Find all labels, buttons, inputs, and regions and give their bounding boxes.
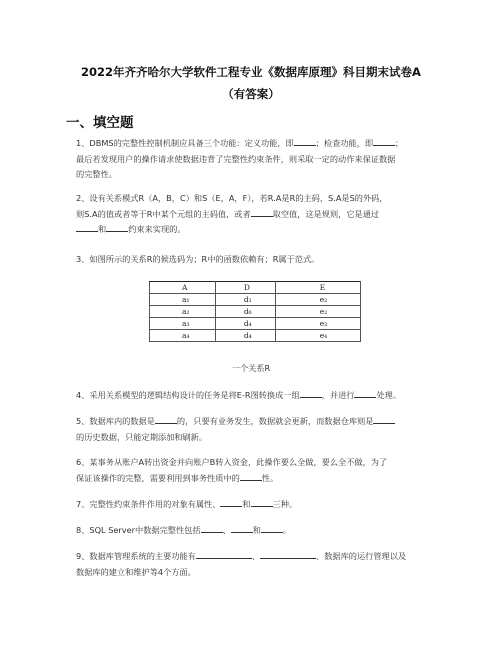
q7-text: 三种。: [272, 499, 298, 509]
answer-blank: [373, 414, 395, 424]
q1-line: 的完整性。: [76, 169, 117, 179]
table-cell: e₂: [275, 294, 360, 306]
q8-text: 。: [282, 525, 292, 535]
table-row: [150, 294, 361, 306]
table-cell: a₂: [150, 306, 216, 318]
q5-text: 的，只要有业务发生，数据就会更新，而数据仓库则是: [176, 416, 374, 426]
question-1: [76, 136, 438, 183]
q5-text: 5、数据库内的数据是: [76, 416, 155, 426]
answer-blank: [294, 136, 316, 146]
q2-text: 则S.A的值或者等于R中某个元组的主码值，或者: [76, 208, 251, 219]
q2-text: 取空值，这是规则，它是通过: [272, 208, 380, 219]
table-header: D: [215, 282, 275, 294]
q7-text: 和: [242, 499, 251, 509]
answer-blank: [106, 222, 128, 232]
question-5: [76, 414, 438, 445]
answer-blank: [261, 523, 283, 533]
table-cell: a₃: [150, 318, 216, 330]
q4-text: ，并进行: [321, 390, 355, 400]
q9-text: 9、数据库管理系统的主要功能有: [76, 551, 196, 561]
q8-text: 8、SQL Server中数据完整性包括: [76, 525, 201, 535]
answer-blank: [300, 388, 322, 398]
answer-blank: [196, 549, 252, 559]
table-cell: e₄: [275, 330, 360, 342]
table-cell: a₁: [150, 294, 216, 306]
q1-text: 1、DBMS的完整性控制机制应具备三个功能：定义功能，即: [76, 138, 294, 148]
answer-blank: [220, 497, 242, 507]
question-2: [76, 191, 438, 238]
q9-text: 、数据库的运行管理以及: [316, 551, 407, 561]
section-heading: 一、填空题: [66, 115, 134, 131]
q1-text: ；检查功能，即: [315, 138, 374, 148]
document-subtitle: （有答案）: [222, 87, 280, 101]
document-title: 2022年齐齐哈尔大学软件工程专业《数据库原理》科目期末试卷A: [81, 65, 421, 79]
q7-text: 7、完整性约束条件作用的对象有属性、: [76, 499, 221, 509]
answer-blank: [155, 414, 177, 424]
table-cell: d₁: [215, 294, 275, 306]
q1-text: ；: [395, 138, 404, 148]
table-cell: e₂: [275, 306, 360, 318]
q2-line: 2、设有关系模式R（A，B，C）和S（E，A，F），若R.A是R的主码，S.A是S的外码，: [76, 193, 388, 203]
q4-text: 处理。: [376, 390, 402, 400]
answer-blank: [251, 497, 273, 507]
answer-blank: [251, 207, 273, 217]
table-row: [150, 330, 361, 342]
q6-line: 6、某事务从账户A转出资金并向账户B转入资金，此操作要么全做，要么全不做，为了: [76, 457, 388, 467]
table-cell: d₆: [215, 306, 275, 318]
table-caption: 一个关系R: [231, 363, 271, 373]
table-row: [150, 318, 361, 330]
q4-text: 4、采用关系模型的逻辑结构设计的任务是将E-R图转换成一组: [76, 390, 300, 400]
table-header: A: [150, 282, 216, 294]
answer-blank: [240, 471, 262, 481]
q8-text: 和: [252, 525, 261, 535]
q3-line: 3、如图所示的关系R的候选码为；R中的函数依赖有；R属于范式。: [76, 254, 320, 264]
q6-text: 性。: [261, 472, 279, 483]
answer-blank: [260, 549, 316, 559]
q9-line: 数据库的建立和维护等4个方面。: [76, 566, 196, 577]
table-cell: e₃: [275, 318, 360, 330]
q5-line: 的历史数据，只能定期添加和刷新。: [76, 431, 208, 442]
q2-text: 约束来实现的。: [128, 224, 186, 234]
q9-text: 、: [251, 551, 261, 561]
table-row: [150, 306, 361, 318]
table-cell: a₄: [150, 330, 216, 342]
question-4: [76, 388, 438, 404]
question-6: [76, 455, 438, 486]
q6-text: 保证该操作的完整，需要利用到事务性质中的: [76, 472, 240, 483]
question-3: [76, 252, 438, 268]
question-9: [76, 549, 438, 580]
answer-blank: [354, 388, 376, 398]
table-header: E: [275, 282, 360, 294]
q2-text: 和: [98, 224, 107, 234]
answer-blank: [373, 136, 395, 146]
relation-table: [149, 281, 361, 342]
question-7: [76, 497, 438, 513]
q1-line: 最后若发现用户的操作请求使数据违背了完整性约束条件，则采取一定的动作来保证数据: [76, 153, 396, 164]
answer-blank: [76, 222, 98, 232]
answer-blank: [231, 523, 253, 533]
question-8: [76, 523, 438, 539]
q8-text: 、: [222, 525, 231, 535]
answer-blank: [201, 523, 223, 533]
table-cell: d₄: [215, 330, 275, 342]
table-cell: d₄: [215, 318, 275, 330]
